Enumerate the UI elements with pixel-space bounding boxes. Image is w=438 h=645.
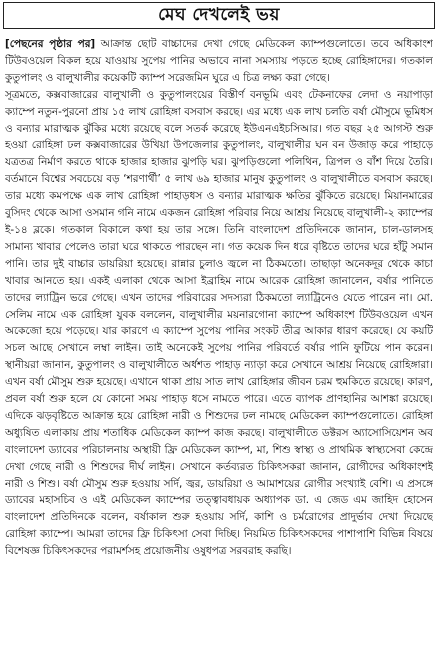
headline-box [3,2,435,29]
headline: মেঘ দেখলেই ভয় [158,4,280,25]
article-body [5,36,433,640]
paragraph-1-text: আক্রান্ত ছোট বাচ্চাদের দেখা গেছে মেডিকেল ক্যাম্পগুলোতে। তবে অধিকাংশ টিউবওয়েল বিকল হয়ে যাওয়ায় সুপেয় পানির অভাবে নানা সমস্যায় পড়তে হচ্ছে রোহিঙ্গাদের। গতকাল কুতুপালং ও বালুখালীর কয়েকটি ক্যাম্প সরেজমিন ঘুরে এ চিত্র লক্ষ্য করা গেছে। [5,38,433,84]
continued-label: [পেছনের পৃষ্ঠার পর] [5,38,96,50]
article-paragraph-2: সূত্রমতে, কক্সবাজারের বালুখালী ও কুতুপালংয়ের বিস্তীর্ণ বনভূমি এবং টেকনাফের লেদা ও নয়াপাড়া ক্যাম্পে নতুন-পুরনো প্রায় ১৫ লাখ রোহিঙ্গা বসবাস করছে। এর মধ্যে এক লাখ চলতি বর্ষা মৌসুমে ভূমিধস ও বন্যার মারাত্মক ঝুঁকির মধ্যে রয়েছে বলে সতর্ক করেছে ইউএনএইচসিআর। গত বছর ২৫ আগস্ট শুরু হওয়া রোহিঙ্গা ঢল কক্সবাজারের উখিয়া উপজেলার কুতুপালং, বালুখালীর ঘন বন উজাড় করে পাহাড়ে যত্রতত্র নির্মাণ করতে থাকে হাজার হাজার ঝুপড়ি ঘর। ঝুপড়িগুলো পলিথিন, ত্রিপল ও বাঁশ দিয়ে তৈরি। বর্তমানে বিশ্বের সবচেয়ে বড় ‘শরণার্থী’ ৫ লাখ ৬৯ হাজার মানুষ কুতুপালং ও বালুখালীতে বসবাস করছে। তার মধ্যে কমপক্ষে এক লাখ রোহিঙ্গা পাহাড়ধস ও বন্যার মারাত্মক ক্ষতির ঝুঁকিতে রয়েছে। মিয়ানমারের বুসিদং থেকে আসা ওসমান গনি নামে একজন রোহিঙ্গা পরিবার নিয়ে আশ্রয় নিয়েছে বালুখালী-২ ক্যাম্পের ই-১৪ ব্লকে। গতকাল বিকালে কথা হয় তার সঙ্গে। তিনি বাংলাদেশ প্রতিদিনকে জানান, চাল-ডালসহ সামান্য খাবার পেলেও তারা ঘরে থাকতে পারছেন না। গত কয়েক দিন ধরে বৃষ্টিতে তাদের ঘরে হাঁটু সমান পানি। তার দুই বাচ্চার ডায়রিয়া হয়েছে। রান্নার চুলাও জ্বলে না ঠিকমতো। তাছাড়া অনেকদূর থেকে কাচা খাবার আনতে হয়। একই এলাকা থেকে আসা ইব্রাহিম নামে আরেক রোহিঙ্গা জানালেন, বর্ষার পানিতে তাদের ল্যাট্রিন ভরে গেছে। এখন তাদের পরিবারের সদস্যরা ঠিকমতো ল্যাট্রিনেও যেতে পারেন না। মো. সেলিম নামে এক রোহিঙ্গা যুবক বললেন, বালুখালীর ময়নারগোনা ক্যাম্পে অধিকাংশ টিউবওয়েল এখন অকেজো হয়ে পড়েছে। যার কারণে এ ক্যাম্পে সুপেয় পানির সংকট তীব্র আকার ধারণ করেছে। যে কয়টি সচল আছে সেখানে লম্বা লাইন। তাই অনেকেই সুপেয় পানির পরিবর্তে বর্ষার পানি ফুটিয়ে পান করেন। স্থানীয়রা জানান, কুতুপালং ও বালুখালীতে অর্ধশত পাহাড় ন্যাড়া করে সেখানে আশ্রয় নিয়েছে রোহিঙ্গারা। এখন বর্ষা মৌসুম শুরু হয়েছে। এখানে থাকা প্রায় সাত লাখ রোহিঙ্গার জীবন চরম হুমকিতে রয়েছে। কারণ, প্রবল বর্ষা শুরু হলে যে কোনো সময় পাহাড় ধসে নামতে পারে। এতে ব্যাপক প্রাণহানির আশঙ্কা রয়েছে। এদিকে ঝড়বৃষ্টিতে আক্রান্ত হয়ে রোহিঙ্গা নারী ও শিশুদের ঢল নামছে মেডিকেল ক্যাম্পগুলোতে। রোহিঙ্গা অধ্যুষিত এলাকায় প্রায় শতাধিক মেডিকেল ক্যাম্প কাজ করছে। বালুখালীতে ডক্টরস অ্যাসোসিয়েশন অব বাংলাদেশ ড্যাবের পরিচালনায় অস্থায়ী ফ্রি মেডিকেল ক্যাম্প, মা, শিশু স্বাস্থ্য ও প্রাথমিক স্বাস্থ্যসেবা কেন্দ্রে দেখা গেছে নারী ও শিশুদের দীর্ঘ লাইন। সেখানে কর্তব্যরত চিকিৎসকরা জানান, রোগীদের অধিকাংশই নারী ও শিশু। বর্ষা মৌসুম শুরু হওয়ায় সর্দি, জ্বর, ডায়রিয়া ও আমাশয়ের রোগীর সংখ্যাই বেশি। এ প্রসঙ্গে ড্যাবের মহাসচিব ও এই মেডিকেল ক্যাম্পের তত্ত্বাবধায়ক অধ্যাপক ডা. এ জেড এম জাহিদ হোসেন বাংলাদেশ প্রতিদিনকে বলেন, বর্ষাকাল শুরু হওয়ায় সর্দি, কাশি ও চর্মরোগের প্রাদুর্ভাব দেখা দিয়েছে রোহিঙ্গা ক্যাম্পে। আমরা তাদের ফ্রি চিকিৎসা সেবা দিচ্ছি। নিয়মিত চিকিৎসকদের পাশাপাশি বিভিন্ন বিষয়ে বিশেষজ্ঞ চিকিৎসকদের পরামর্শসহ প্রয়োজনীয় ওষুধপত্র সরবরাহ করছি। [5,88,433,558]
article-paragraph-1 [5,36,433,87]
